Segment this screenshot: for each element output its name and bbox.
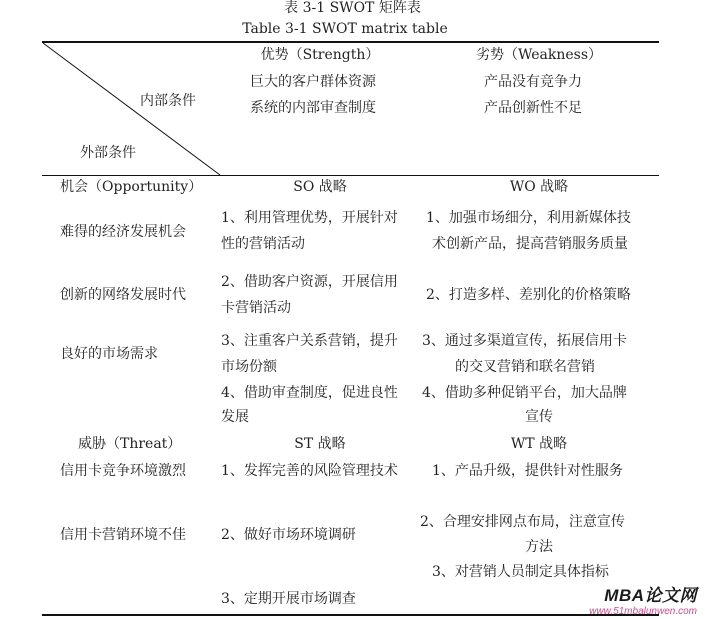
threat-factor: 信用卡营销环境不佳 [60, 527, 186, 543]
so-strategy-line: 市场份额 [221, 359, 277, 375]
wo-strategy-line: 的交叉营销和联名营销 [455, 359, 595, 375]
wo-strategy-title: WO 战略 [509, 179, 569, 195]
st-strategy-line: 1、发挥完善的风险管理技术 [221, 463, 398, 479]
wo-strategy-line: 1、加强市场细分，利用新媒体技 [426, 210, 631, 226]
wt-strategy-title: WT 战略 [510, 436, 568, 452]
so-strategy-line: 1、利用管理优势，开展针对 [221, 210, 398, 226]
table-caption-cn: 表 3-1 SWOT 矩阵表 [284, 0, 421, 16]
strength-title: 优势（Strength） [260, 47, 380, 63]
strength-item: 系统的内部审查制度 [250, 100, 376, 116]
wt-strategy-line: 1、产品升级，提供针对性服务 [432, 463, 623, 479]
so-strategy-line: 4、借助审查制度，促进良性 [221, 385, 398, 401]
st-strategy-line: 3、定期开展市场调查 [221, 591, 356, 607]
strength-item: 巨大的客户群体资源 [250, 74, 376, 90]
so-strategy-line: 3、注重客户关系营销，提升 [221, 333, 398, 349]
weakness-item: 产品没有竞争力 [484, 74, 582, 90]
so-strategy-line: 卡营销活动 [221, 300, 291, 316]
so-strategy-line: 性的营销活动 [221, 236, 305, 252]
opportunity-factor: 良好的市场需求 [60, 346, 158, 362]
wt-strategy-line: 3、对营销人员制定具体指标 [432, 564, 609, 580]
weakness-item: 产品创新性不足 [484, 100, 582, 116]
inner-conditions-label: 内部条件 [140, 93, 196, 109]
threat-factor: 信用卡竞争环境激烈 [60, 463, 186, 479]
wo-strategy-line: 术创新产品，提高营销服务质量 [432, 236, 628, 252]
so-strategy-line: 2、借助客户资源，开展信用 [221, 274, 398, 290]
watermark-logo: MBA论文网 [604, 586, 697, 605]
wo-strategy-line: 宣传 [525, 409, 553, 425]
so-strategy-line: 发展 [221, 409, 249, 425]
watermark [589, 581, 697, 617]
table-caption-en: Table 3-1 SWOT matrix table [242, 21, 448, 37]
opportunity-factor: 难得的经济发展机会 [60, 224, 186, 240]
st-strategy-line: 2、做好市场环境调研 [221, 527, 356, 543]
wt-strategy-line: 方法 [525, 539, 553, 555]
watermark-url: www.51mbalunwen.com [589, 606, 697, 617]
outer-conditions-label: 外部条件 [80, 145, 136, 161]
wo-strategy-line: 2、打造多样、差别化的价格策略 [426, 287, 631, 303]
wt-strategy-line: 2、合理安排网点布局，注意宣传 [420, 514, 625, 530]
st-strategy-title: ST 战略 [294, 436, 346, 452]
so-strategy-title: SO 战略 [293, 179, 347, 195]
opportunity-factor: 创新的网络发展时代 [60, 287, 186, 303]
wo-strategy-line: 4、借助多种促销平台，加大品牌 [422, 385, 627, 401]
threat-label: 威胁（Threat） [78, 436, 182, 452]
weakness-title: 劣势（Weakness） [475, 47, 603, 63]
opportunity-label: 机会（Opportunity） [60, 179, 203, 195]
wo-strategy-line: 3、通过多渠道宣传，拓展信用卡 [422, 333, 627, 349]
